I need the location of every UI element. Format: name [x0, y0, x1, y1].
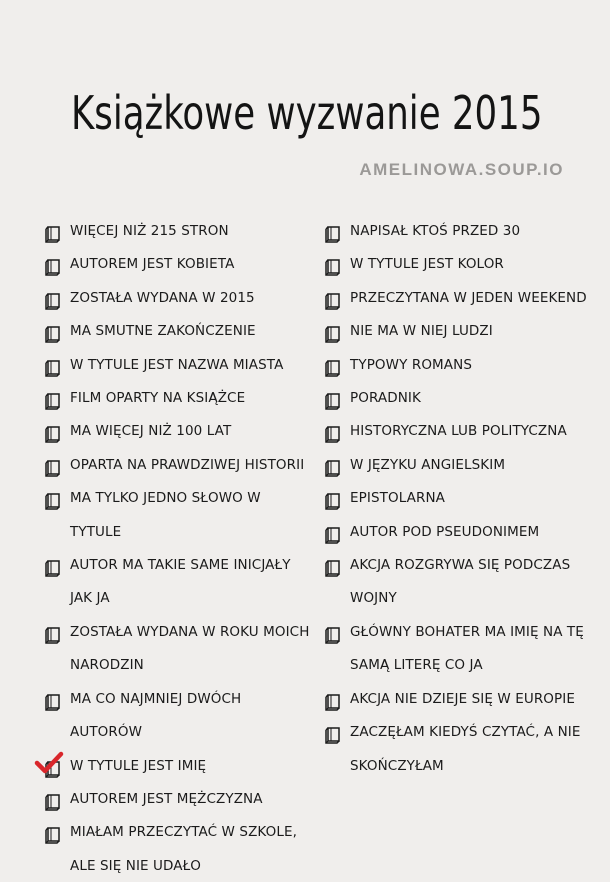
checklist-item	[324, 715, 588, 782]
checklist-item	[44, 481, 314, 548]
checklist-item-label: GŁÓWNY BOHATER MA IMIĘ NA TĘ SAMĄ LITERĘ CO JA	[350, 623, 584, 674]
page-title: Książkowe wyzwanie 2015	[70, 86, 543, 140]
checklist-item-label: ZOSTAŁA WYDANA W 2015	[70, 289, 255, 306]
checklist-item	[44, 682, 314, 749]
checklist-item	[44, 782, 314, 815]
checklist-item	[44, 214, 314, 247]
book-icon	[44, 690, 62, 708]
book-icon	[324, 389, 342, 407]
source-url: AMELINOWA.SOUP.IO	[359, 160, 564, 179]
book-icon	[44, 322, 62, 340]
checklist-item-label: EPISTOLARNA	[350, 490, 445, 507]
checklist-item	[44, 749, 314, 782]
checklist-item	[44, 615, 314, 682]
book-icon	[44, 389, 62, 407]
book-icon	[324, 222, 342, 240]
book-icon	[324, 322, 342, 340]
checklist-item	[324, 548, 588, 615]
book-icon	[324, 690, 342, 708]
checklist-item-label: W TYTULE JEST KOLOR	[350, 256, 504, 273]
book-icon	[44, 456, 62, 474]
checklist-item	[44, 314, 314, 347]
book-icon	[324, 623, 342, 641]
book-icon	[44, 222, 62, 240]
checklist-item	[44, 281, 314, 314]
book-icon	[44, 255, 62, 273]
checklist-item	[44, 348, 314, 381]
checklist-item	[324, 448, 588, 481]
checklist-item-label: MA WIĘCEJ NIŻ 100 LAT	[70, 423, 232, 440]
book-icon	[44, 623, 62, 641]
book-icon	[324, 255, 342, 273]
checklist-item	[324, 214, 588, 247]
checklist-item-label: MA SMUTNE ZAKOŃCZENIE	[70, 323, 256, 340]
book-icon	[44, 790, 62, 808]
checklist-item-label: MA TYLKO JEDNO SŁOWO W TYTULE	[70, 490, 261, 540]
checklist-item-label: AKCJA NIE DZIEJE SIĘ W EUROPIE	[350, 690, 575, 707]
checklist-item-label: PORADNIK	[350, 390, 421, 407]
checklist-item-label: PRZECZYTANA W JEDEN WEEKEND	[350, 289, 587, 306]
book-icon	[44, 356, 62, 374]
checklist-item	[44, 414, 314, 447]
checklist-item-label: MA CO NAJMNIEJ DWÓCH AUTORÓW	[70, 690, 242, 741]
checklist-item	[324, 348, 588, 381]
left-checklist	[44, 214, 314, 882]
checklist-item	[44, 448, 314, 481]
checklist-item-label: NIE MA W NIEJ LUDZI	[350, 323, 493, 340]
checklist-item	[324, 682, 588, 715]
checklist-item-label: W JĘZYKU ANGIELSKIM	[350, 456, 506, 473]
book-icon	[324, 723, 342, 741]
book-icon	[324, 523, 342, 541]
checklist-item	[324, 481, 588, 514]
right-checklist	[324, 214, 588, 782]
book-icon	[324, 422, 342, 440]
book-icon	[324, 556, 342, 574]
checklist-item-label: W TYTULE JEST NAZWA MIASTA	[70, 356, 284, 373]
checklist-item-label: TYPOWY ROMANS	[350, 356, 473, 373]
book-icon	[44, 489, 62, 507]
checklist-item-label: FILM OPARTY NA KSIĄŻCE	[70, 390, 246, 407]
checklist-item-label: AUTOR POD PSEUDONIMEM	[350, 523, 540, 540]
checklist-item	[44, 247, 314, 280]
checklist-item	[324, 381, 588, 414]
checklist-item-label: AUTOREM JEST KOBIETA	[70, 256, 235, 273]
checklist-item	[44, 815, 314, 882]
checklist-item-label: ZACZĘŁAM KIEDYŚ CZYTAĆ, A NIE SKOŃCZYŁAM	[350, 724, 581, 774]
checklist-item-label: AKCJA ROZGRYWA SIĘ PODCZAS WOJNY	[350, 557, 571, 607]
book-icon	[324, 356, 342, 374]
checklist-item	[324, 281, 588, 314]
checklist-item-label: ZOSTAŁA WYDANA W ROKU MOICH NARODZIN	[70, 623, 310, 674]
book-icon	[324, 456, 342, 474]
book-icon	[44, 556, 62, 574]
checkmark-icon	[34, 751, 64, 775]
book-icon	[44, 422, 62, 440]
book-icon	[44, 823, 62, 841]
book-icon	[324, 289, 342, 307]
checklist-item-label: AUTOR MA TAKIE SAME INICJAŁY JAK JA	[70, 557, 291, 607]
checklist-item-label: HISTORYCZNA LUB POLITYCZNA	[350, 423, 567, 440]
checklist-item-label: OPARTA NA PRAWDZIWEJ HISTORII	[70, 456, 305, 473]
checklist-item-label: W TYTULE JEST IMIĘ	[70, 757, 207, 774]
checklist-item	[324, 515, 588, 548]
checklist-item-label: AUTOREM JEST MĘŻCZYZNA	[70, 790, 263, 807]
book-icon	[44, 289, 62, 307]
checklist-item	[324, 414, 588, 447]
book-icon	[324, 489, 342, 507]
checklist-item-label: NAPISAŁ KTOŚ PRZED 30	[350, 223, 521, 239]
checklist-item-label: MIAŁAM PRZECZYTAĆ W SZKOLE, ALE SIĘ NIE UDAŁO	[70, 824, 297, 874]
checklist-item	[44, 381, 314, 414]
checklist-item	[324, 615, 588, 682]
checklist-item	[324, 314, 588, 347]
checklist-item	[324, 247, 588, 280]
checklist-item	[44, 548, 314, 615]
checklist-item-label: WIĘCEJ NIŻ 215 STRON	[70, 223, 229, 239]
